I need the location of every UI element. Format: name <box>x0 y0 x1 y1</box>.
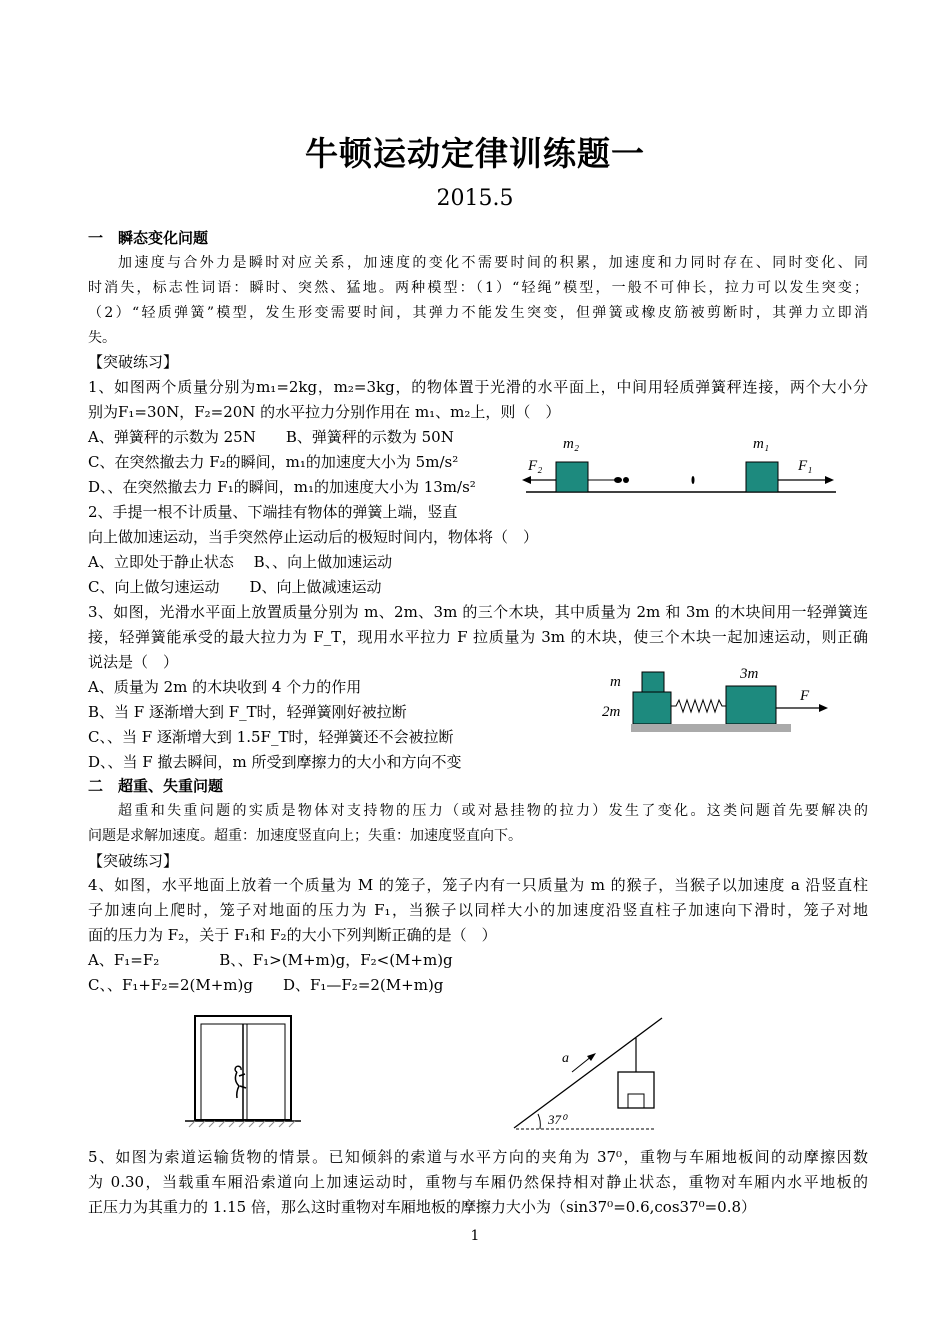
q3-option-d: D、、当 F 撤去瞬间，m 所受到摩擦力的大小和方向不变 <box>88 753 462 771</box>
q2-option-cd: C、向上做匀速运动 D、向上做减速运动 <box>88 578 382 596</box>
figure-cable-car <box>510 1012 670 1132</box>
fig1-label-m2: m₂ <box>563 436 580 452</box>
q2-line2: 向上做加速运动，当手突然停止运动后的极短时间内，物体将（ ） <box>88 528 539 546</box>
q3-option-a: A、质量为 2m 的木块收到 4 个力的作用 <box>88 678 362 696</box>
fig5-cable <box>514 1018 662 1128</box>
fig3-block-3m <box>726 686 776 724</box>
section1-practice: 【突破练习】 <box>88 353 179 371</box>
fig1-label-f2: F₂ <box>528 458 543 474</box>
fig1-label-m1: m₁ <box>753 436 770 452</box>
fig1-mark <box>692 476 695 484</box>
q2-option-ab: A、立即处于静止状态 B、、向上做加速运动 <box>88 553 393 571</box>
q1-option-ab: A、弹簧秤的示数为 25N B、弹簧秤的示数为 50N <box>88 428 454 446</box>
q1-line1: 1、如图两个质量分别为m₁=2kg，m₂=3kg，的物体置于光滑的水平面上，中间用轻质弹簧秤连接，两个大小分 <box>88 378 868 396</box>
q5-line1: 5、如图为索道运输货物的情景。已知倾斜的索道与水平方向的夹角为 37⁰，重物与车厢地板间的动摩擦因数 <box>88 1148 868 1166</box>
fig3-spring <box>671 700 726 712</box>
fig3-label-3m: 3m <box>740 666 759 682</box>
section1-para-line4: 失。 <box>88 330 116 346</box>
fig3-ground <box>631 724 791 732</box>
q3-option-c: C、、当 F 逐渐增大到 1.5F_T时，轻弹簧还不会被拉断 <box>88 728 454 746</box>
fig1-spring-scale <box>614 477 622 483</box>
q3-line1: 3、如图，光滑水平面上放置质量分别为 m、2m、3m 的三个木块，其中质量为 2m 和 3m 的木块间用一轻弹簧连 <box>88 603 868 621</box>
fig3-block-2m <box>633 692 671 724</box>
q1-option-c: C、在突然撤去力 F₂的瞬间，m₁的加速度大小为 5m/s² <box>88 453 459 471</box>
fig5-angle-arc <box>538 1114 540 1129</box>
q3-line3: 说法是（ ） <box>88 653 179 671</box>
q4-option-ab: A、F₁=F₂ B、、F₁>(M+m)g，F₂<(M+m)g <box>88 951 453 969</box>
page-number: 1 <box>470 1228 480 1244</box>
fig5-angle-label: 37⁰ <box>548 1112 567 1127</box>
fig1-block-m2 <box>556 462 588 492</box>
section1-para-line3: （2）“轻质弹簧”模型，发生形变需要时间，其弹力不能发生突变，但弹簧或橡皮筋被剪断时，其弹力立即消 <box>88 305 868 321</box>
section2-practice: 【突破练习】 <box>88 852 179 870</box>
q3-line2: 接，轻弹簧能承受的最大拉力为 F_T，现用水平拉力 F 拉质量为 3m 的木块，使三个木块一起加速运动，则正确 <box>88 628 868 646</box>
figure-monkey-cage <box>185 1010 305 1128</box>
fig3-label-2m: 2m <box>602 704 621 720</box>
fig5-cargo <box>628 1094 644 1108</box>
fig5-car <box>618 1072 654 1108</box>
q4-option-cd: C、、F₁+F₂=2(M+m)g D、F₁—F₂=2(M+m)g <box>88 976 444 994</box>
q1-option-d: D、、在突然撤去力 F₁的瞬间，m₁的加速度大小为 13m/s² <box>88 478 476 496</box>
q5-line3: 正压力为其重力的 1.15 倍，那么这时重物对车厢地板的摩擦力大小为（sin37⁰=0.6,cos37⁰=0.8） <box>88 1198 757 1216</box>
page-title: 牛顿运动定律训练题一 <box>305 134 645 173</box>
fig3-label-f: F <box>800 688 810 704</box>
q1-line2: 别为F₁=30N，F₂=20N 的水平拉力分别作用在 m₁、m₂上，则（ ） <box>88 403 561 421</box>
section2-heading: 二 超重、失重问题 <box>88 777 224 795</box>
page-date: 2015.5 <box>436 186 514 211</box>
section1-heading: 一 瞬态变化问题 <box>88 229 209 247</box>
fig4-monkey <box>235 1066 246 1098</box>
section1-para-line1: 加速度与合外力是瞬时对应关系，加速度的变化不需要时间的积累，加速度和力同时存在、同时变化、同 <box>118 255 868 271</box>
fig3-block-m <box>642 672 664 692</box>
q2-line1: 2、手提一根不计质量、下端挂有物体的弹簧上端，竖直 <box>88 503 458 521</box>
fig1-arrowhead-f2 <box>522 476 531 484</box>
q4-line3: 面的压力为 F₂，关于 F₁和 F₂的大小下列判断正确的是（ ） <box>88 926 497 944</box>
q4-line1: 4、如图，水平地面上放着一个质量为 M 的笼子，笼子内有一只质量为 m 的猴子，当猴子以加速度 a 沿竖直柱 <box>88 876 868 894</box>
figure-two-blocks-spring <box>518 428 848 500</box>
fig1-label-f1: F₁ <box>798 458 813 474</box>
q5-line2: 为 0.30，当载重车厢沿索道向上加速运动时，重物与车厢仍然保持相对静止状态，重物对车厢内水平地板的 <box>88 1173 868 1191</box>
figure-three-blocks <box>598 660 838 742</box>
fig3-label-m: m <box>610 674 621 690</box>
section1-para-line2: 时消失，标志性词语：瞬时、突然、猛地。两种模型：（1）“轻绳”模型，一般不可伸长，拉力可以发生突变； <box>88 280 868 296</box>
fig1-block-m1 <box>746 462 778 492</box>
fig3-arrowhead-f <box>819 704 828 712</box>
q3-option-b: B、当 F 逐渐增大到 F_T时，轻弹簧刚好被拉断 <box>88 703 407 721</box>
section2-para-line1: 超重和失重问题的实质是物体对支持物的压力（或对悬挂物的拉力）发生了变化。这类问题首先要解决的 <box>118 803 868 819</box>
section2-para-line2: 问题是求解加速度。超重：加速度竖直向上；失重：加速度竖直向下。 <box>88 828 522 844</box>
fig1-arrowhead-f1 <box>825 476 834 484</box>
fig5-accel-label: a <box>562 1051 569 1066</box>
q4-line2: 子加速向上爬时，笼子对地面的压力为 F₁，当猴子以同样大小的加速度沿竖直柱子加速向下滑时，笼子对地 <box>88 901 868 919</box>
